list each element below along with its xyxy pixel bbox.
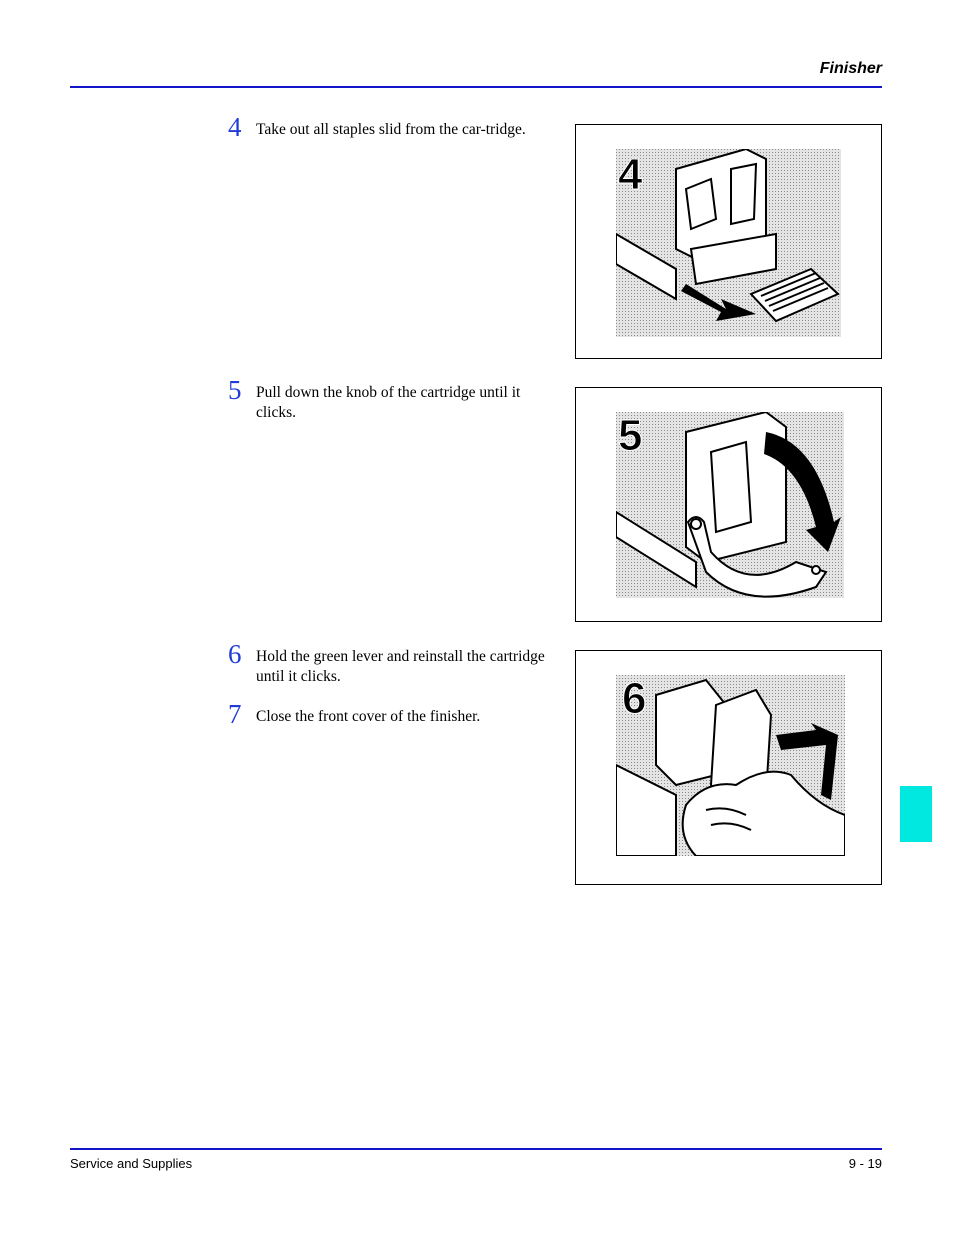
footer-rule (70, 1148, 882, 1150)
step-text: Close the front cover of the finisher. (256, 708, 481, 725)
step-number: 6 (228, 639, 242, 669)
chapter-tab (900, 786, 932, 842)
figure-reinstall-cartridge (575, 650, 882, 885)
figure-label: 5 (618, 412, 643, 460)
figure-label: 6 (622, 675, 647, 723)
figure-remove-staples (575, 124, 882, 359)
step-number: 7 (228, 699, 242, 729)
staple-cartridge-illustration (616, 149, 841, 337)
header-rule (70, 86, 882, 88)
step-text: Hold the green lever and reinstall the cartridge until it clicks. (256, 648, 545, 685)
figure-pull-knob (575, 387, 882, 622)
reinstall-cartridge-illustration (616, 675, 845, 856)
step-number: 4 (228, 112, 242, 142)
page-number: 9 - 19 (848, 1156, 882, 1171)
step-text: Pull down the knob of the cartridge until it clicks. (256, 384, 521, 421)
cartridge-knob-illustration (616, 412, 844, 598)
section-title: Finisher (819, 60, 882, 77)
footer-section: Service and Supplies (70, 1156, 193, 1171)
step-text: Take out all staples slid from the car-tridge. (256, 121, 526, 138)
step-number: 5 (228, 375, 242, 405)
figure-label: 4 (618, 150, 643, 199)
